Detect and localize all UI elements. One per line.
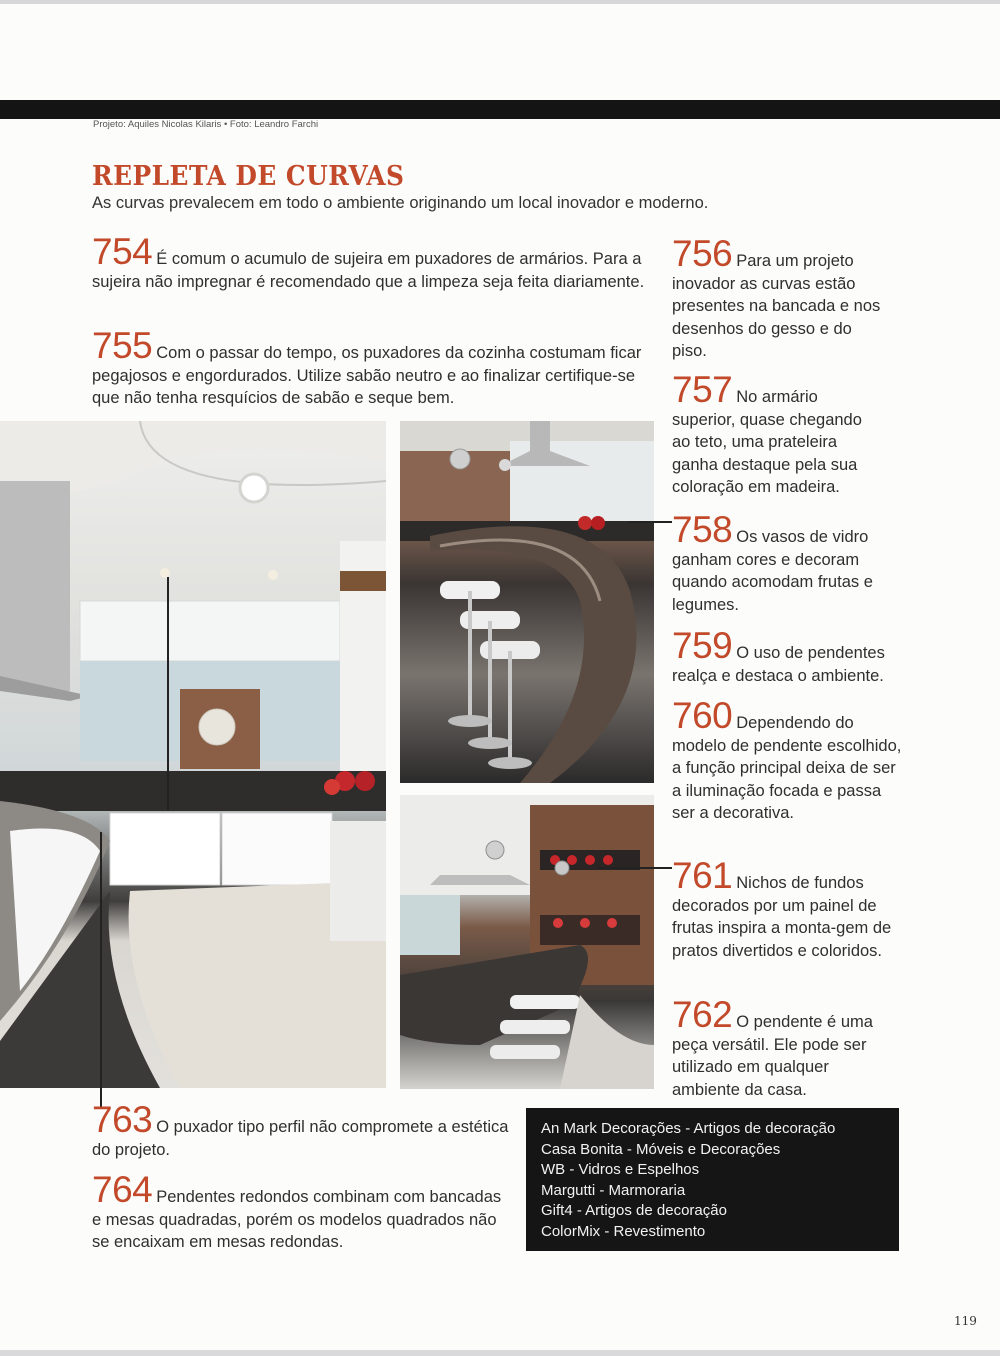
tip-761: [672, 855, 894, 962]
callout-line-763: [100, 832, 102, 1107]
tip-760: [672, 695, 904, 825]
tip-758: [672, 509, 894, 616]
tip-number: 764: [92, 1169, 153, 1210]
callout-line-758: [628, 521, 672, 523]
tip-762: [672, 994, 894, 1101]
supplier-item: Casa Bonita - Móveis e Decorações: [541, 1140, 781, 1158]
supplier-item: ColorMix - Revestimento: [541, 1222, 706, 1240]
article-title: REPLETA DE CURVAS: [92, 161, 405, 192]
tip-text: É comum o acumulo de sujeira em puxadores de armários. Para a sujeira não impregnar é recomendado que a limpeza seja feita diariamente.: [92, 250, 645, 291]
tip-text: Para um projeto inovador as curvas estão presentes na bancada e nos desenhos do gesso e do piso.: [672, 252, 881, 360]
kitchen-photo-counter-illustration: [400, 421, 654, 783]
supplier-item: WB - Vidros e Espelhos: [541, 1161, 700, 1179]
supplier-item: Margutti - Marmoraria: [541, 1181, 686, 1199]
tip-754: [92, 231, 652, 293]
tip-text: No armário superior, quase chegando ao teto, uma prateleira ganha destaque pela sua coloração em madeira.: [672, 388, 862, 496]
tip-757: [672, 369, 884, 499]
tip-764: [92, 1169, 512, 1254]
tip-text: O puxador tipo perfil não compromete a estética do projeto.: [92, 1118, 509, 1159]
tip-text: Dependendo do modelo de pendente escolhido, a função principal deixa de ser a iluminação focada e passa ser a decorativa.: [672, 714, 902, 822]
kitchen-photo-pendants: [400, 795, 654, 1089]
kitchen-photo-main-illustration: [0, 421, 386, 1088]
kitchen-photo-pendants-illustration: [400, 795, 654, 1089]
tip-number: 756: [672, 233, 733, 274]
tip-number: 754: [92, 231, 153, 272]
tip-text: O uso de pendentes realça e destaca o ambiente.: [672, 644, 885, 685]
tip-number: 759: [672, 625, 733, 666]
tip-text: O pendente é uma peça versátil. Ele pode ser utilizado em qualquer ambiente da casa.: [672, 1013, 873, 1099]
tip-763: [92, 1099, 512, 1161]
page-top-edge: [0, 0, 1000, 4]
callout-line-pendant: [167, 577, 169, 810]
header-rule: [0, 100, 1000, 119]
tip-number: 760: [672, 695, 733, 736]
page-bottom-edge: [0, 1350, 1000, 1356]
callout-line-761: [598, 867, 672, 869]
supplier-item: An Mark Decorações - Artigos de decoração: [541, 1120, 836, 1137]
tip-755: [92, 325, 652, 410]
kitchen-photo-counter: [400, 421, 654, 783]
tip-text: Com o passar do tempo, os puxadores da cozinha costumam ficar pegajosos e engordurados. Utilize sabão neutro e ao finalizar certifique-se que não tenha resquícios de sabão e seque bem.: [92, 344, 642, 407]
tip-text: Pendentes redondos combinam com bancadas e mesas quadradas, porém os modelos quadrados não se encaixam em mesas redondas.: [92, 1188, 502, 1251]
tip-number: 757: [672, 369, 733, 410]
tip-number: 762: [672, 994, 733, 1035]
suppliers-box: [526, 1108, 899, 1251]
tip-756: [672, 233, 884, 363]
tip-number: 761: [672, 855, 733, 896]
tip-759: [672, 625, 908, 687]
tip-number: 763: [92, 1099, 153, 1140]
kitchen-photo-main: [0, 421, 386, 1088]
photo-credit: Projeto: Aquiles Nicolas Kilaris • Foto: Leandro Farchi: [93, 119, 319, 130]
tip-number: 755: [92, 325, 153, 366]
tip-text: Os vasos de vidro ganham cores e decoram quando acomodam frutas e legumes.: [672, 528, 873, 614]
supplier-item: Gift4 - Artigos de decoração: [541, 1202, 727, 1220]
article-subtitle: As curvas prevalecem em todo o ambiente originando um local inovador e moderno.: [92, 194, 709, 212]
page-number: 119: [954, 1314, 977, 1328]
tip-text: Nichos de fundos decorados por um painel de frutas inspira a monta-gem de pratos divertidos e coloridos.: [672, 874, 892, 960]
tip-number: 758: [672, 509, 733, 550]
